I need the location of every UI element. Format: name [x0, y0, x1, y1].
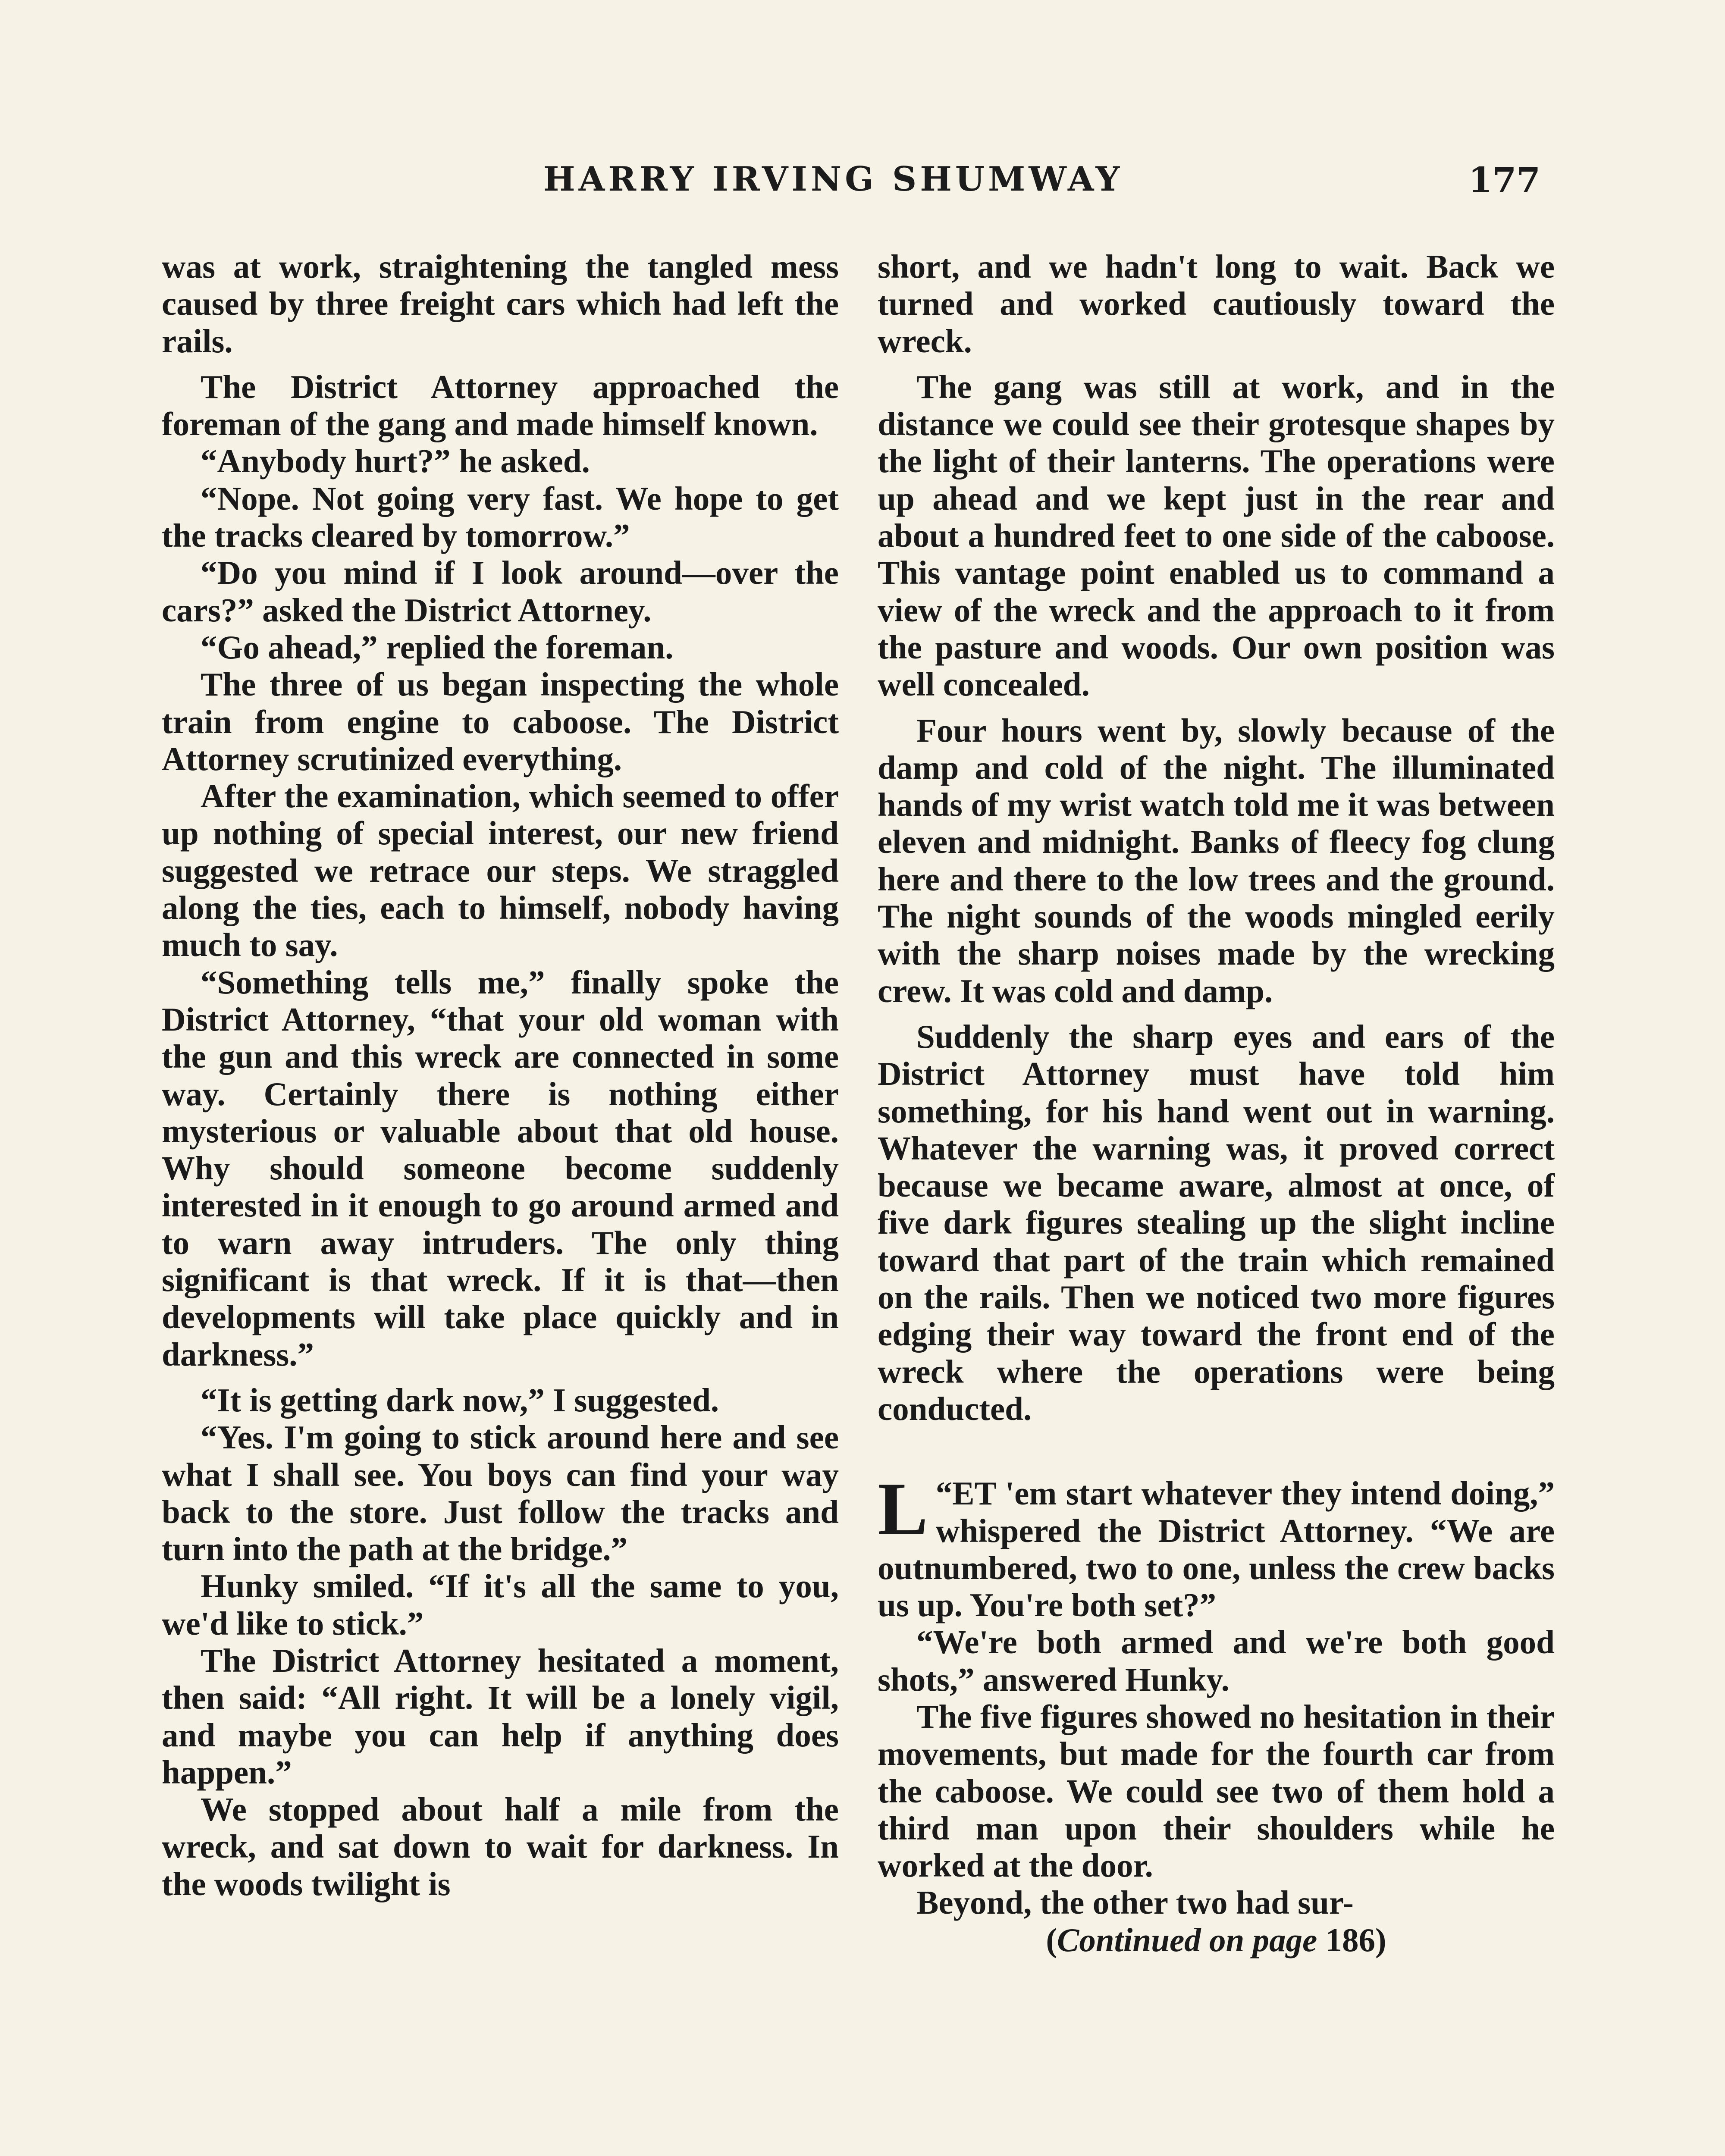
paragraph: After the examination, which seemed to offer up nothing of special interest, our new friend suggested we retrace our steps. We straggled along the ties, each to himself, nobody having much to say. — [162, 777, 839, 964]
paragraph: “Go ahead,” replied the foreman. — [201, 628, 674, 666]
paragraph: The gang was still at work, and in the distance we could see their grotesque shapes by the light of their lanterns. The operations were up ahead and we kept just in the rear and about a hundred feet to one side of the caboose. This vantage point enabled us to command a view of the wreck and the approach to it from the pasture and woods. Our own position was well concealed. — [878, 368, 1555, 703]
continued-notice — [878, 1921, 1555, 1959]
continued-close: ) — [1375, 1921, 1386, 1959]
paragraph: was at work, straightening the tangled mess caused by three freight cars which had left the rails. — [162, 248, 839, 360]
dropcap-quote: “ — [935, 1475, 953, 1512]
paragraph: Suddenly the sharp eyes and ears of the District Attorney must have told him something, for his hand went out in warning. Whatever the warning was, it proved correct because we became aware, almost at once, of five dark figures stealing up the slight incline toward that part of the train which remained on the rails. Then we noticed two more figures edging their way toward the front end of the wreck where the operations were being conducted. — [878, 1018, 1555, 1427]
paragraph: The District Attorney approached the foreman of the gang and made himself known. — [162, 368, 839, 443]
paragraph: “Yes. I'm going to stick around here and see what I shall see. You boys can find your way back to the store. Just follow the tracks and turn into the path at the bridge.” — [162, 1419, 839, 1568]
paragraph: We stopped about half a mile from the wreck, and sat down to wait for darkness. In the woods twilight is — [162, 1791, 839, 1902]
paragraph: Hunky smiled. “If it's all the same to you, we'd like to stick.” — [162, 1567, 839, 1642]
dropcap-paragraph — [878, 1467, 1555, 1624]
paragraph: The five figures showed no hesitation in their movements, but made for the fourth car from the caboose. We could see two of them hold a third man upon their shoulders while he worked at the door. — [878, 1698, 1555, 1884]
running-head: HARRY IRVING SHUMWAY — [543, 160, 1123, 199]
paragraph: “Do you mind if I look around—over the cars?” asked the District Attorney. — [162, 554, 839, 629]
right-column — [878, 248, 1555, 1959]
paragraph: Beyond, the other two had sur- — [916, 1884, 1354, 1921]
dropcap-letter: L — [878, 1467, 928, 1551]
paragraph: The three of us began inspecting the whole train from engine to caboose. The District Attorney scrutinized everything. — [162, 666, 839, 777]
page-number: 177 — [1468, 160, 1540, 200]
paragraph: “Something tells me,” finally spoke the District Attorney, “that your old woman with the gun and this wreck are connected in some way. Certainly there is nothing either mysterious or valuable about that old house. Why should someone become suddenly interested in it enough to go around armed and to warn away intruders. The only thing significant is that wreck. If it is that—then developments will take place quickly and in darkness.” — [162, 963, 839, 1373]
page-header — [0, 160, 1725, 211]
paragraph: The District Attorney hesitated a moment, then said: “All right. It will be a lonely vigil, and maybe you can help if anything does happen.” — [162, 1642, 839, 1791]
paragraph: “It is getting dark now,” I suggested. — [201, 1381, 719, 1419]
paragraph: “We're both armed and we're both good shots,” answered Hunky. — [878, 1623, 1555, 1698]
paragraph: “Anybody hurt?” he asked. — [201, 442, 590, 480]
paragraph: “Nope. Not going very fast. We hope to get the tracks cleared by tomorrow.” — [162, 479, 839, 555]
continued-page: 186 — [1325, 1921, 1376, 1959]
continued-label: Continued on page — [1057, 1921, 1317, 1959]
paragraph: short, and we hadn't long to wait. Back we turned and worked cautiously toward the wreck. — [878, 248, 1555, 360]
paragraph: Four hours went by, slowly because of the damp and cold of the night. The illuminated hands of my wrist watch told me it was between eleven and midnight. Banks of fleecy fog clung here and there to the low trees and the ground. The night sounds of the woods mingled eerily with the sharp noises made by the wrecking crew. It was cold and damp. — [878, 711, 1555, 1009]
continued-open: ( — [1046, 1921, 1057, 1959]
left-column — [162, 248, 839, 1902]
dropcap-text: ET 'em start whatever they intend doing,” whispered the District Attorney. “We are outnumbered, two to one, unless the crew backs us up. You're both set?” — [878, 1475, 1555, 1624]
